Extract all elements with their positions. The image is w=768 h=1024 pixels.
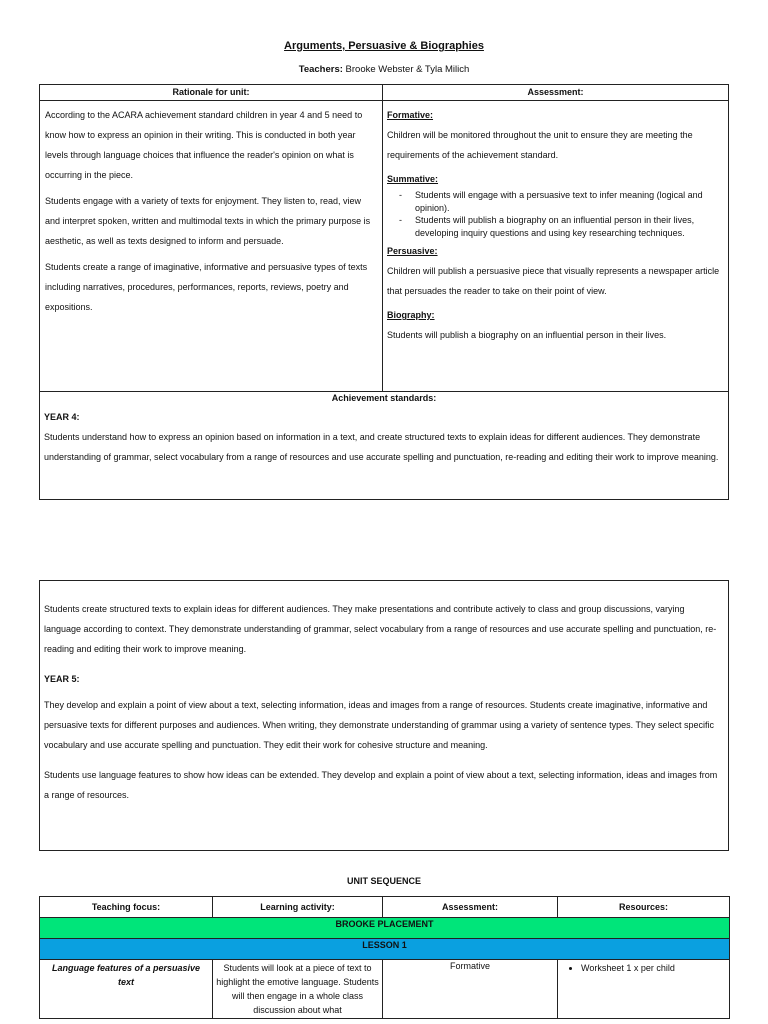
year4-continued-text: Students create structured texts to explain ideas for different audiences. They make presentations and contribute actively to class and group discussions, varying language according to context. They demonstrate understanding of grammar, select vocabulary from a range of resources and use accurate spelling and punctuation, re-reading and editing their work to improve meaning. [44,604,717,654]
document-title: Arguments, Persuasive & Biographies [284,40,484,52]
year4-text: Students understand how to express an opinion based on information in a text, and create structured texts to explain ideas for different audiences. They demonstrate understanding of grammar, select vocabulary from a range of resources and use accurate spelling and punctuation, re-reading and editing their work to improve meaning. [44,432,719,462]
summative-label: Summative: [387,174,439,184]
biography-label: Biography: [387,310,435,320]
column-header: Assessment: [383,897,558,918]
assessment-column [383,85,728,391]
achievement-heading: Achievement standards: [331,393,437,403]
placement-band: BROOKE PLACEMENT [40,918,730,939]
lesson-band-row [40,939,730,960]
teachers-label: Teachers: [298,64,343,75]
placement-band-row [40,918,730,939]
lesson-band: LESSON 1 [40,939,730,960]
rationale-paragraph-3: Students create a range of imaginative, informative and persuasive types of texts including narratives, procedures, performances, reports, reviews, poetry and expositions. [45,262,368,312]
rationale-paragraph-2: Students engage with a variety of texts for enjoyment. They listen to, read, view and interpret spoken, written and multimodal texts in which the primary purpose is aesthetic, as well as texts designed to inform and persuade. [45,196,371,246]
year4-label: YEAR 4: [44,412,80,422]
unit-sequence-title: UNIT SEQUENCE [346,876,421,886]
resources-cell [558,960,730,1019]
learning-activity-cell: Students will look at a piece of text to highlight the emotive language. Students will then engage in a whole class discussion about what [213,960,383,1019]
year5-text: They develop and explain a point of view about a text, selecting information, ideas and images from a range of resources. Students create imaginative, informative and persuasive texts for different purposes and audiences. When writing, they demonstrate understanding of grammar using a variety of sentence types. They select specific vocabulary and use accurate spelling and punctuation. They edit their work for cohesive structure and meaning. [44,700,715,750]
year5-text-2: Students use language features to show how ideas can be extended. They develop and explain a point of view about a text, selecting information, ideas and images from a range of resources. [44,770,718,800]
table-row [40,960,730,1019]
table-header-row [40,897,730,918]
rationale-column [40,85,383,391]
persuasive-text: Children will publish a persuasive piece that visually represents a newspaper article that persuades the reader to take on their point of view. [387,266,720,296]
summative-item: - Students will engage with a persuasive text to infer meaning (logical and opinion). [383,189,728,214]
summative-item: - Students will publish a biography on an influential person in their lives, developing inquiry questions and using key researching techniques. [383,214,728,239]
assessment-heading: Assessment: [383,85,728,101]
teaching-focus-cell: Language features of a persuasive text [40,960,213,1019]
achievement-section [40,391,728,467]
assessment-cell: Formative [383,960,558,1019]
achievement-continued [39,580,729,851]
resource-item: • Worksheet 1 x per child [581,961,726,975]
unit-sequence-table [39,896,730,1019]
rationale-paragraph-1: According to the ACARA achievement standard children in year 4 and 5 need to know how to express an opinion in their writing. This is conducted in both year levels through language choices that influence the reader's opinion on what is occurring in the piece. [45,110,363,180]
formative-label: Formative: [387,110,434,120]
persuasive-label: Persuasive: [387,246,438,256]
rationale-heading: Rationale for unit: [40,85,382,101]
year5-label: YEAR 5: [44,674,80,684]
column-header: Teaching focus: [40,897,213,918]
unit-overview-table [39,84,729,500]
column-header: Learning activity: [213,897,383,918]
column-header: Resources: [558,897,730,918]
formative-text: Children will be monitored throughout the unit to ensure they are meeting the requirements of the achievement standard. [387,130,693,160]
teachers-names: Brooke Webster & Tyla Milich [345,64,470,75]
biography-text: Students will publish a biography on an influential person in their lives. [387,330,667,340]
teachers-line [0,64,768,75]
